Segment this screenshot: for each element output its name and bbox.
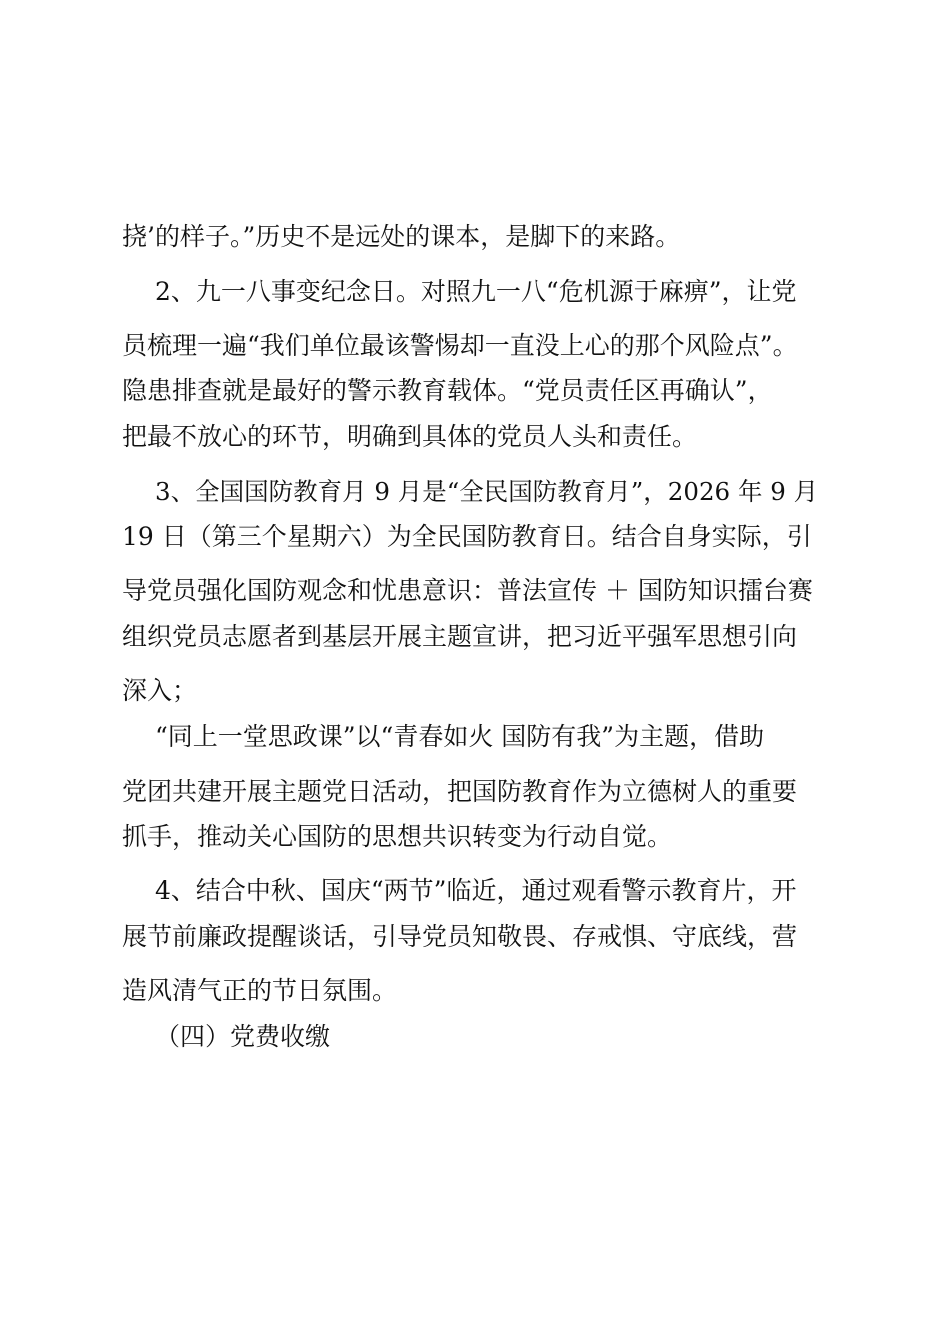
section-heading: （四）党费收缴 (155, 1022, 331, 1051)
text-line: 挠’的样子。”历史不是远处的课本，是脚下的来路。 (122, 222, 681, 251)
text-line: 抓手，推动关心国防的思想共识转变为行动自觉。 (122, 822, 673, 851)
text-line: 员梳理一遍“我们单位最该警惕却一直没上心的那个风险点”。 (122, 331, 798, 360)
text-line: 党团共建开展主题党日活动，把国防教育作为立德树人的重要 (122, 777, 798, 806)
text-line: 3、全国国防教育月 9 月是“全民国防教育月”，2026 年 9 月 (155, 477, 819, 506)
text-line: 4、结合中秋、国庆“两节”临近，通过观看警示教育片，开 (155, 876, 797, 905)
text-line: 19 日（第三个星期六）为全民国防教育日。结合自身实际，引 (122, 522, 812, 551)
text-line: 隐患排查就是最好的警示教育载体。“党员责任区再确认”， (122, 376, 773, 405)
text-line: 展节前廉政提醒谈话，引导党员知敬畏、存戒惧、守底线，营 (122, 922, 798, 951)
text-line: “同上一堂思政课”以“青春如火 国防有我”为主题，借助 (155, 722, 765, 751)
text-line: 把最不放心的环节，明确到具体的党员人头和责任。 (122, 422, 698, 451)
text-line: 造风清气正的节日氛围。 (122, 976, 398, 1005)
text-line: 深入； (122, 676, 198, 705)
text-line: 导党员强化国防观念和忧患意识：普法宣传 ＋ 国防知识擂台赛 (122, 576, 813, 605)
text-line: 组织党员志愿者到基层开展主题宣讲，把习近平强军思想引向 (122, 622, 798, 651)
text-line: 2、九一八事变纪念日。对照九一八“危机源于麻痹”，让党 (155, 277, 797, 306)
